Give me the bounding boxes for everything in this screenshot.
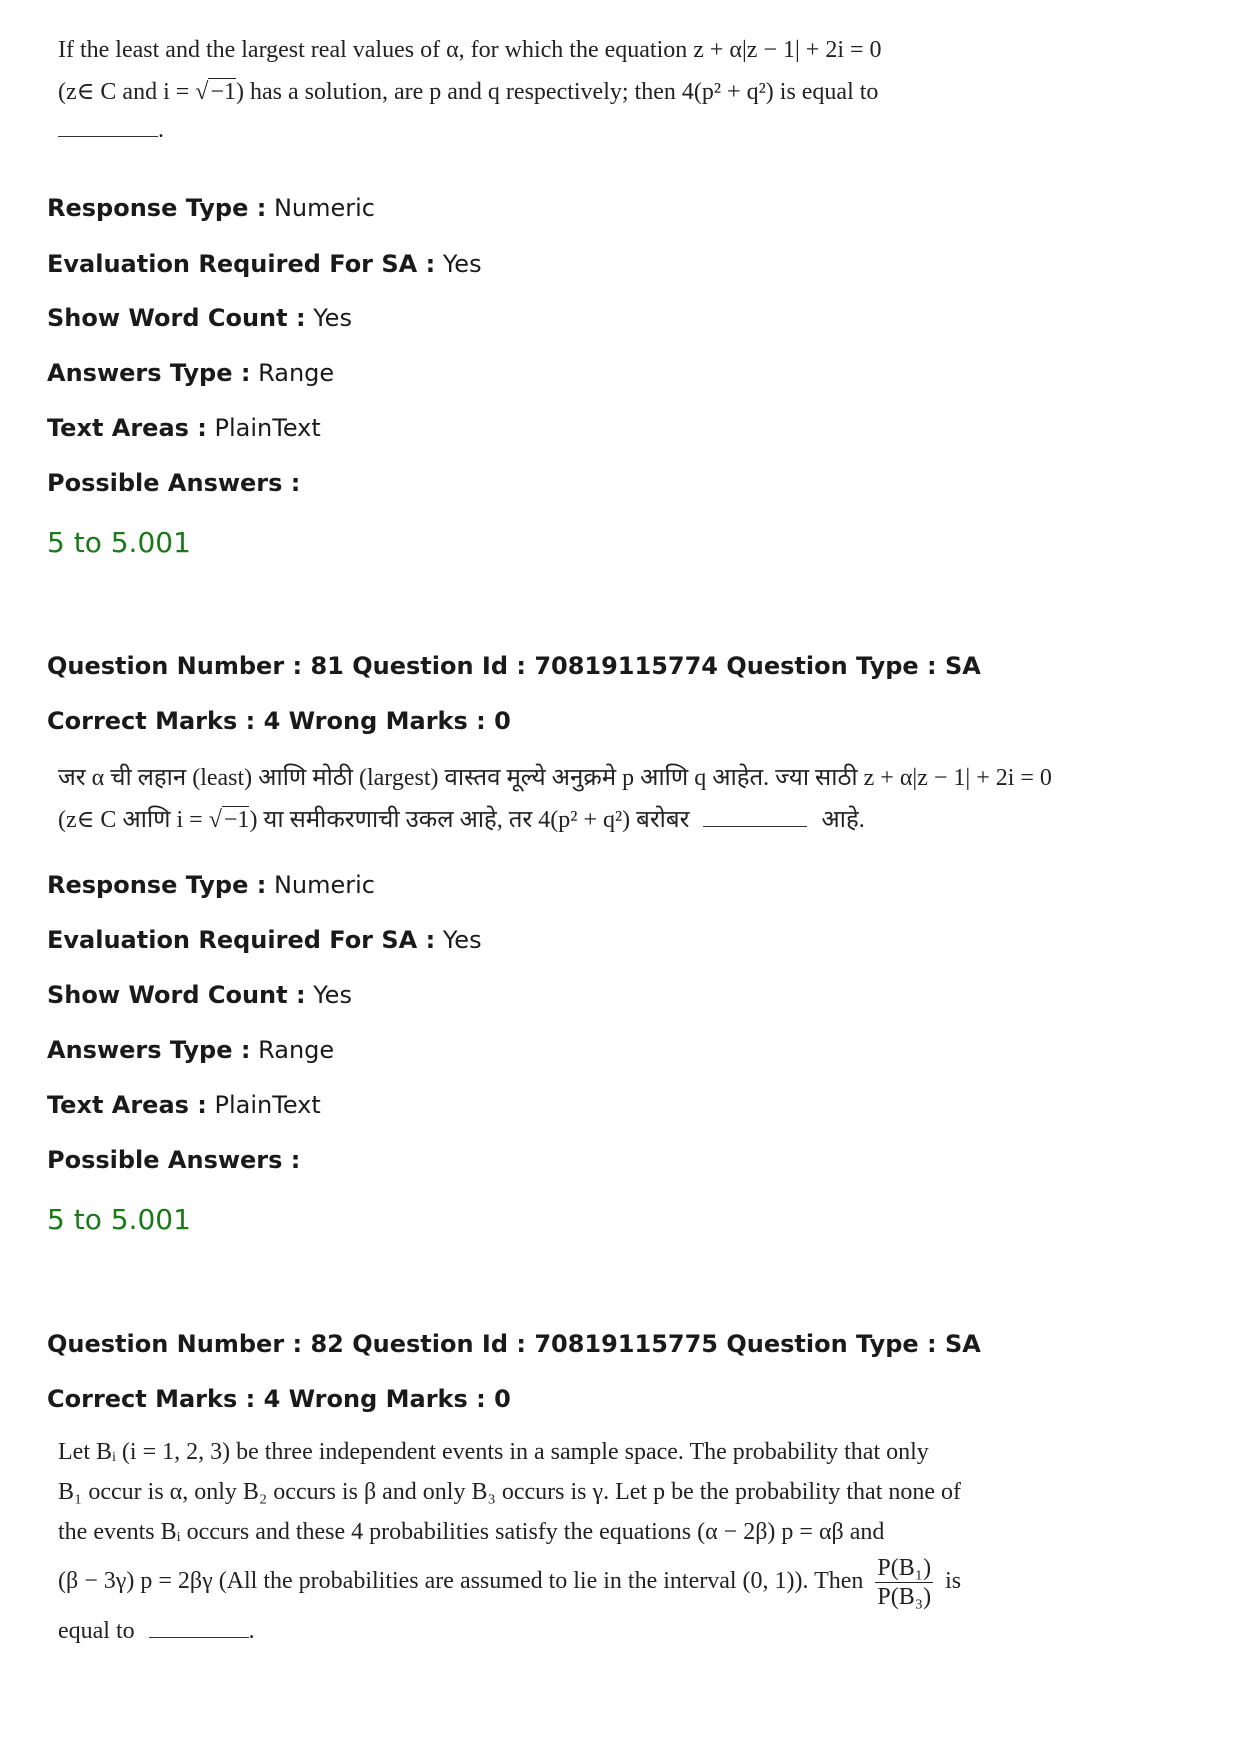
q81-text-line-1: जर α ची लहान (least) आणि मोठी (largest) वास्तव मूल्ये अनुक्रमे p आणि q आहेत. ज्या साठी z + α|z − 1| + 2i = 0 (58, 765, 1052, 791)
q81-answers-type: Answers Type : Range (47, 1036, 335, 1064)
q81-response-type: Response Type : Numeric (47, 871, 375, 899)
q81-text-line-2: (z∈ C आणि i = √−1) या समीकरणाची उकल आहे, तर 4(p² + q²) बरोबर आहे. (58, 807, 865, 833)
q81-evaluation-required: Evaluation Required For SA : Yes (47, 926, 482, 954)
q81-possible-answer: 5 to 5.001 (47, 1203, 191, 1236)
q80-text-line-1: If the least and the largest real values of α, for which the equation z + α|z − 1| + 2i = 0 (58, 37, 882, 63)
q81-header: Question Number : 81 Question Id : 70819115774 Question Type : SA (47, 652, 981, 680)
q80-text-areas: Text Areas : PlainText (47, 414, 321, 442)
q80-evaluation-required: Evaluation Required For SA : Yes (47, 250, 482, 278)
q82-text-line-3: the events Bᵢ occurs and these 4 probabilities satisfy the equations (α − 2β) p = αβ and (58, 1519, 885, 1545)
q80-answers-type: Answers Type : Range (47, 359, 335, 387)
q81-question-text (58, 765, 1052, 833)
q82-header: Question Number : 82 Question Id : 70819115775 Question Type : SA (47, 1330, 981, 1358)
q80-possible-answer: 5 to 5.001 (47, 526, 191, 559)
q82-text-line-5: equal to . (58, 1618, 255, 1644)
q82-text-line-2: B₁ occur is α, only B₂ occurs is β and only B₃ occurs is γ. Let p be the probability that none of (58, 1479, 961, 1505)
q81-answer-blank (703, 825, 807, 827)
q82-probability-fraction (875, 1556, 933, 1609)
q82-marks: Correct Marks : 4 Wrong Marks : 0 (47, 1385, 511, 1413)
q82-fraction-numerator: P(B₁) (877, 1555, 932, 1581)
q80-answer-blank: . (58, 118, 938, 142)
q80-text-line-2: (z∈ C and i = √−1) has a solution, are p and q respectively; then 4(p² + q²) is equal to (58, 79, 879, 105)
q82-fraction-denominator: P(B₃) (877, 1584, 932, 1610)
q82-question-text (58, 1439, 962, 1644)
q80-response-type: Response Type : Numeric (47, 194, 375, 222)
q82-answer-blank (149, 1636, 249, 1638)
q80-possible-answers-label: Possible Answers : (47, 469, 301, 497)
q81-possible-answers-label: Possible Answers : (47, 1146, 301, 1174)
q81-marks: Correct Marks : 4 Wrong Marks : 0 (47, 707, 511, 735)
q82-text-line-1: Let Bᵢ (i = 1, 2, 3) be three independent events in a sample space. The probability that only (58, 1439, 929, 1465)
q81-text-areas: Text Areas : PlainText (47, 1091, 321, 1119)
q80-show-word-count: Show Word Count : Yes (47, 304, 352, 332)
q80-question-text (58, 38, 938, 142)
q82-text-line-4: (β − 3γ) p = 2βγ (All the probabilities are assumed to lie in the interval (0, 1)). Then $\frac{\text{P(B₁)}}{\text{P(B₃)}}$ is (58, 1555, 962, 1610)
q81-show-word-count: Show Word Count : Yes (47, 981, 352, 1009)
